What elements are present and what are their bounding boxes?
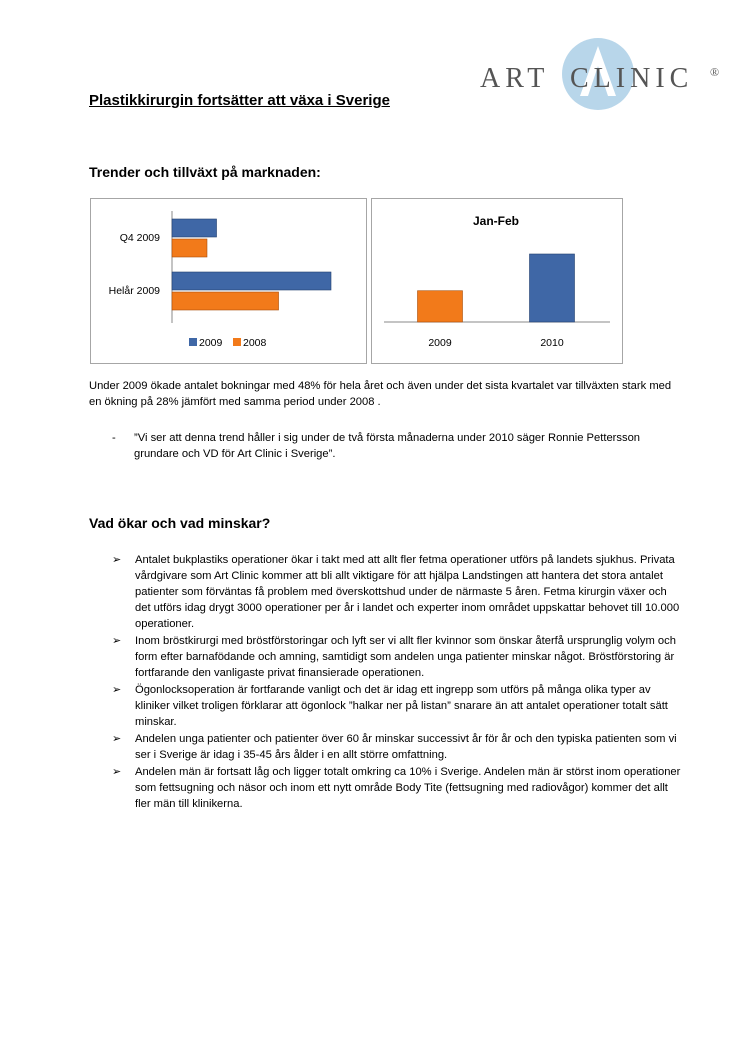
list-item (112, 552, 682, 632)
arrow-bullet-icon: ➢ (112, 684, 122, 696)
list-item-text: Inom bröstkirurgi med bröstförstoringar och lyft ser vi allt fler kvinnor som önskar återfå ursprunglig volym och form efter barnafödande och amning, samtidigt som andelen unga patienter minskar något. Bröstförstoring är fortfarande den vanligaste privat finansierade operationen. (135, 635, 676, 679)
quote-text: ”Vi ser att denna trend håller i sig under de två första månaderna under 2010 säger Ronnie Pettersson grundare och VD för Art Clinic i Sverige”. (134, 432, 641, 460)
list-item (112, 633, 682, 681)
bar-2009 (418, 291, 463, 322)
bar-2009 (172, 219, 217, 237)
arrow-bullet-icon: ➢ (112, 635, 122, 647)
chart1-svg (91, 199, 366, 363)
list-item (112, 682, 682, 730)
page-title: Plastikkirurgin fortsätter att växa i Sverige (89, 92, 390, 109)
legend-swatch-2008 (233, 338, 241, 346)
art-clinic-logo (478, 36, 738, 132)
section-heading-changes: Vad ökar och vad minskar? (89, 515, 271, 531)
list-item-text: Ögonlocksoperation är fortfarande vanligt och det är idag ett ingrepp som utförs på många olika typer av kliniker vilket troligen förklarar att ögonlock ”halkar ner på listan” snarare än att antalet operationer totalt sätt minskar. (135, 684, 668, 728)
section-heading-trends: Trender och tillväxt på marknaden: (89, 164, 321, 180)
bar-2010 (530, 254, 575, 322)
arrow-bullet-icon: ➢ (112, 766, 122, 778)
logo-text-clinic: CLINIC (570, 63, 694, 94)
chart2-svg (372, 199, 622, 363)
logo-registered-mark: ® (710, 65, 720, 79)
tick-label: Q4 2009 (119, 232, 160, 244)
tick-label: 2009 (428, 337, 452, 349)
arrow-bullet-icon: ➢ (112, 733, 122, 745)
bar-2009 (172, 272, 331, 290)
quote-dash: - (112, 432, 116, 444)
list-item-text: Andelen män är fortsatt låg och ligger totalt omkring ca 10% i Sverige. Andelen män är störst inom operationer som fettsugning och näsor och inom ett nytt område Body Tite (fettsugning med radiovågor) kommer det allt fler män till klinikerna. (135, 766, 681, 810)
list-item-text: Antalet bukplastiks operationer ökar i takt med att allt fler fetma operationer utförs på landets sjukhus. Privata vårdgivare som Art Clinic kommer att bli allt viktigare för att hjälpa Landstingen att hantera det stora antalet patienter som förväntas få problem med överskottshud under de närmaste 5 åren. Fetma kirurgin växer och det utförs idag drygt 3000 operationer per år i landet och experter inom området uppskattar behovet till 10.000 operationer. (135, 554, 680, 630)
legend-swatch-2009 (189, 338, 197, 346)
list-item (112, 764, 682, 812)
chart-bookings-2009-vs-2008 (90, 198, 367, 364)
bar-2008 (172, 292, 279, 310)
list-item-text: Andelen unga patienter och patienter över 60 år minskar successivt år för år och den typiska patienten som vi ser i Sverige är idag i 35-45 års ålder i en allt större omfattning. (135, 733, 677, 761)
tick-label: 2010 (540, 337, 564, 349)
legend-label-2008: 2008 (243, 337, 267, 349)
logo-text-art: ART (480, 63, 550, 94)
chart-jan-feb (371, 198, 623, 364)
quote-item (112, 430, 672, 462)
changes-list (112, 552, 682, 813)
list-item (112, 731, 682, 763)
chart-title: Jan-Feb (472, 214, 520, 228)
arrow-bullet-icon: ➢ (112, 554, 122, 566)
legend-label-2009: 2009 (199, 337, 223, 349)
tick-label: Helår 2009 (108, 285, 160, 297)
bar-2008 (172, 239, 207, 257)
growth-paragraph: Under 2009 ökade antalet bokningar med 48% för hela året och även under det sista kvartalet var tillväxten stark med en ökning på 28% jämfört med samma period under 2008 . (89, 380, 672, 408)
